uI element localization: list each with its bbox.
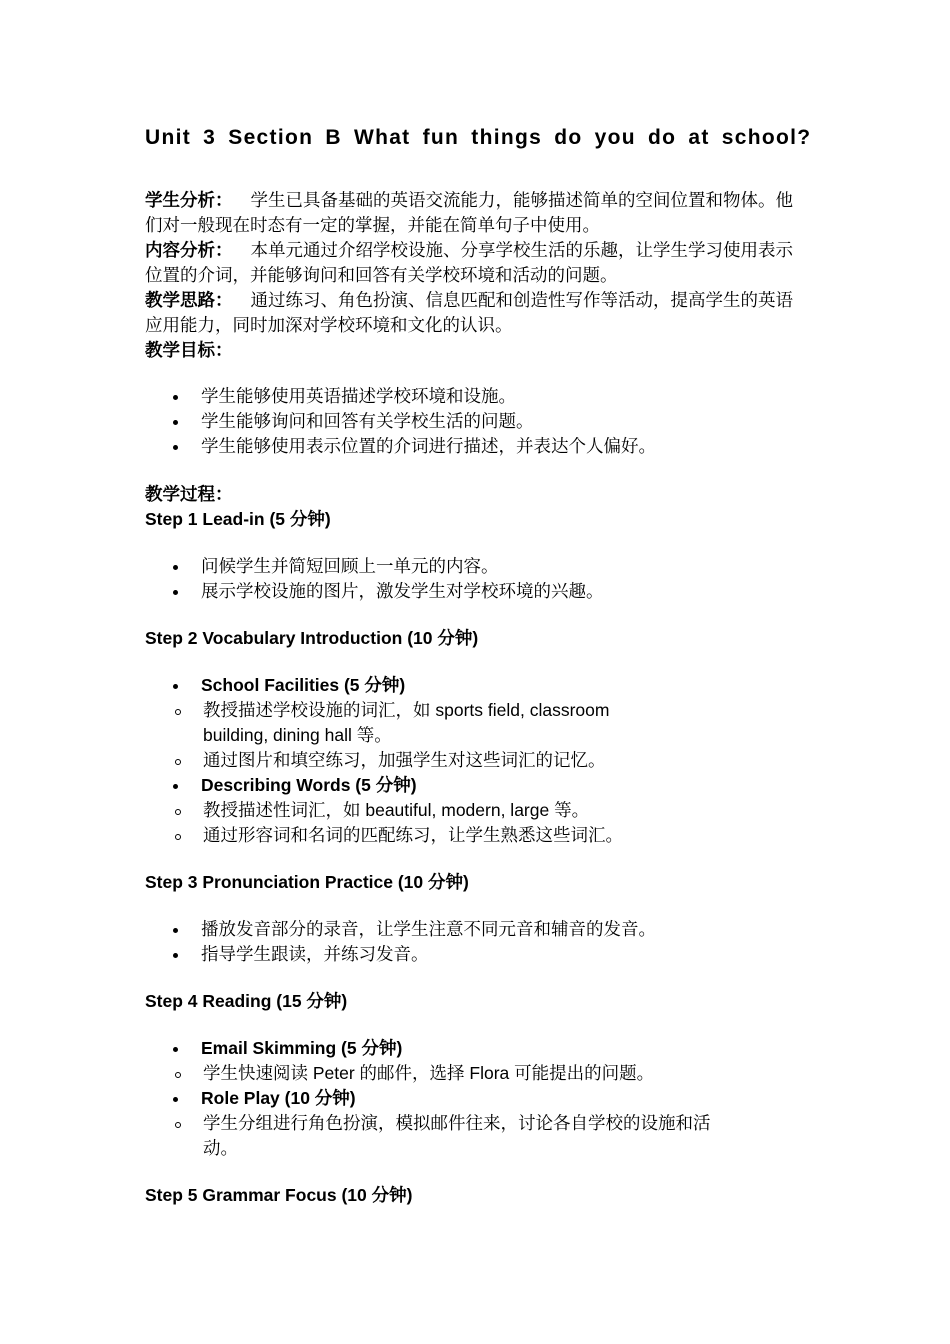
teaching-approach-label: 教学思路： xyxy=(145,290,233,310)
goals-label: 教学目标： xyxy=(145,340,233,360)
step-3-list xyxy=(145,917,810,967)
list-item: 学生能够使用英语描述学校环境和设施。 xyxy=(145,384,810,409)
step-2-title-block xyxy=(145,626,810,651)
sub-list-item: 通过形容词和名词的匹配练习，让学生熟悉这些词汇。 xyxy=(145,823,678,848)
step-4-list xyxy=(145,1036,810,1161)
list-item: 学生能够使用表示位置的介词进行描述，并表达个人偏好。 xyxy=(145,434,810,459)
content-analysis-text: 本单元通过介绍学校设施、分享学校生活的乐趣，让学生学习使用表示位置的介词，并能够询问和回答有关学校环境和活动的问题。 xyxy=(145,240,793,285)
step-1-title: Step 1 Lead-in (5 分钟) xyxy=(145,509,331,529)
list-item xyxy=(145,673,810,773)
step-2-list xyxy=(145,673,810,848)
list-item xyxy=(145,1036,810,1086)
student-analysis-text: 学生已具备基础的英语交流能力，能够描述简单的空间位置和物体。他们对一般现在时态有一定的掌握，并能在简单句子中使用。 xyxy=(145,190,793,235)
list-item xyxy=(145,1086,810,1161)
step-4-title: Step 4 Reading (15 分钟) xyxy=(145,991,348,1011)
step-2-list-block xyxy=(145,673,810,848)
step-3-title: Step 3 Pronunciation Practice (10 分钟) xyxy=(145,872,469,892)
sub-list-item: 学生快速阅读 Peter 的邮件，选择 Flora 可能提出的问题。 xyxy=(145,1061,723,1086)
step-2-title: Step 2 Vocabulary Introduction (10 分钟) xyxy=(145,628,479,648)
sub-topic-title: Email Skimming (5 分钟) xyxy=(201,1038,403,1058)
sub-list xyxy=(145,698,810,773)
sub-topic-title: School Facilities (5 分钟) xyxy=(201,675,406,695)
list-item: 展示学校设施的图片，激发学生对学校环境的兴趣。 xyxy=(145,579,810,604)
sub-list xyxy=(145,798,810,848)
goals-list xyxy=(145,384,810,459)
list-item: 指导学生跟读，并练习发音。 xyxy=(145,942,810,967)
list-item: 问候学生并简短回顾上一单元的内容。 xyxy=(145,554,810,579)
analysis-section xyxy=(145,188,810,363)
content-analysis xyxy=(145,238,810,288)
content-analysis-label: 内容分析： xyxy=(145,240,233,260)
sub-list xyxy=(145,1061,810,1086)
sub-list-item: 教授描述性词汇，如 beautiful, modern, large 等。 xyxy=(145,798,678,823)
sub-list xyxy=(145,1111,810,1161)
process-header-block xyxy=(145,482,810,532)
list-item: 播放发音部分的录音，让学生注意不同元音和辅音的发音。 xyxy=(145,917,810,942)
teaching-approach xyxy=(145,288,810,338)
student-analysis xyxy=(145,188,810,238)
step-1-list-block xyxy=(145,554,810,604)
teaching-approach-text: 通过练习、角色扮演、信息匹配和创造性写作等活动，提高学生的英语应用能力，同时加深对学校环境和文化的认识。 xyxy=(145,290,793,335)
goals-list-block xyxy=(145,384,810,459)
step-3-title-block xyxy=(145,870,810,895)
list-item xyxy=(145,773,810,848)
sub-list-item: 学生分组进行角色扮演，模拟邮件往来，讨论各自学校的设施和活动。 xyxy=(145,1111,738,1161)
step-5-title-block xyxy=(145,1183,810,1208)
list-item: 学生能够询问和回答有关学校生活的问题。 xyxy=(145,409,810,434)
sub-list-item: 通过图片和填空练习，加强学生对这些词汇的记忆。 xyxy=(145,748,678,773)
step-1-list xyxy=(145,554,810,604)
sub-topic-title: Role Play (10 分钟) xyxy=(201,1088,356,1108)
step-5-title: Step 5 Grammar Focus (10 分钟) xyxy=(145,1185,413,1205)
sub-list-item: 教授描述学校设施的词汇，如 sports field, classroom building, dining hall 等。 xyxy=(145,698,678,748)
document-title: Unit 3 Section B What fun things do you do at school? xyxy=(145,126,812,149)
process-label: 教学过程： xyxy=(145,484,233,504)
step-4-title-block xyxy=(145,989,810,1014)
sub-topic-title: Describing Words (5 分钟) xyxy=(201,775,417,795)
student-analysis-label: 学生分析： xyxy=(145,190,233,210)
step-3-list-block xyxy=(145,917,810,967)
step-4-list-block xyxy=(145,1036,810,1161)
